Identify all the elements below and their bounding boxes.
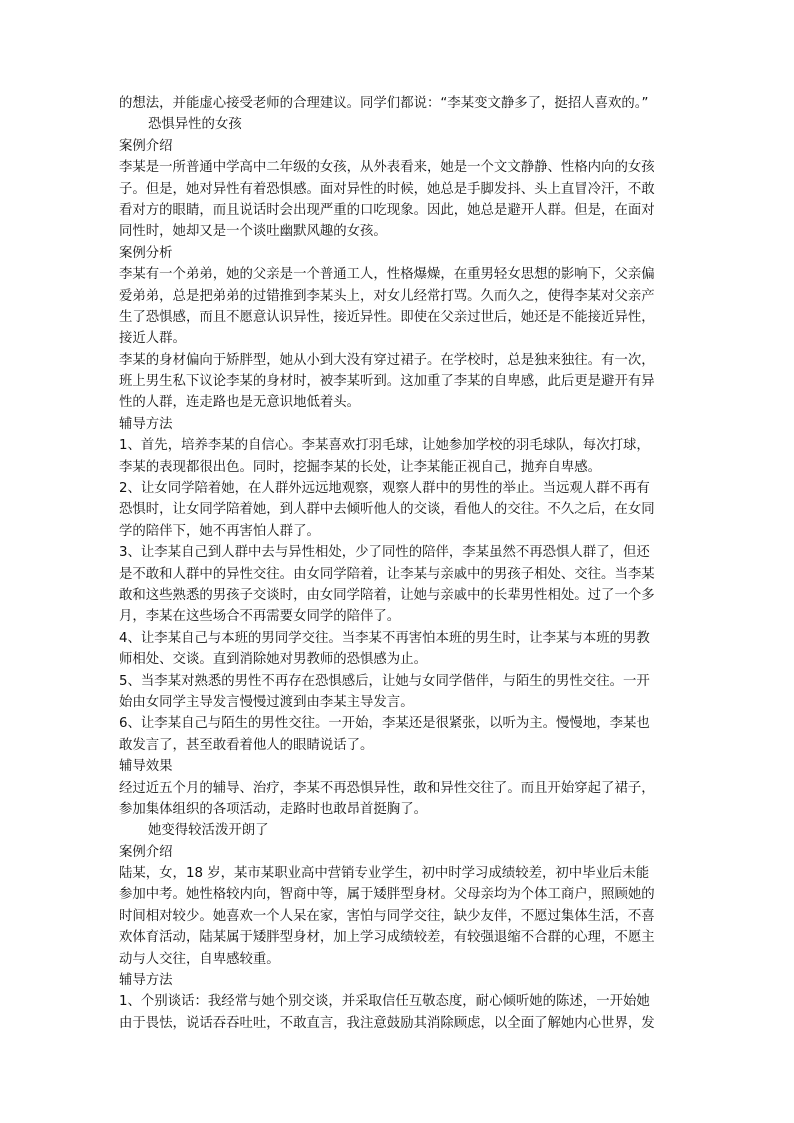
text-line: 陆某，女，18 岁，某市某职业高中营销专业学生，初中时学习成绩较差，初中毕业后未能 [119,866,650,882]
text-line: 参加中考。她性格较内向，智商中等，属于矮胖型身材。父母亲均为个体工商户，照顾她的 [119,887,655,903]
text-line: 性的人群，连走路也是无意识地低着头。 [119,395,361,411]
text-line: 时间相对较少。她喜欢一个人呆在家，害怕与同学交往，缺少友伴，不愿过集体生活，不喜 [119,908,655,924]
text-line: 敢发言了，甚至敢看着他人的眼睛说话了。 [119,737,374,753]
document-page [119,93,680,1034]
text-line: 李某有一个弟弟，她的父亲是一个普通工人，性格爆燥，在重男轻女思想的影响下，父亲偏 [119,267,655,283]
text-line: 接近人群。 [119,331,186,347]
text-line: 2、让女同学陪着她，在人群外远远地观察，观察人群中的男性的举止。当远观人群不再有 [119,481,650,497]
subsection-heading: 案例介绍 [119,138,173,154]
text-line: 恐惧时，让女同学陪着她，到人群中去倾听他人的交谈，看他人的交往。不久之后，在女同 [119,502,655,518]
text-line: 3、让李某自己到人群中去与异性相处，少了同性的陪伴，李某虽然不再恐惧人群了，但还 [119,545,650,561]
text-line: 欢体育活动，陆某属于矮胖型身材，加上学习成绩较差，有较强退缩不合群的心理，不愿主 [119,930,655,946]
text-line: 敢和这些熟悉的男孩子交谈时，由女同学陪着，让她与亲戚中的长辈男性相处。过了一个多 [119,587,655,603]
text-line: 经过近五个月的辅导、治疗，李某不再恐惧异性，敢和异性交往了。而且开始穿起了裙子， [119,780,655,796]
text-line: 同性时，她却又是一个谈吐幽默风趣的女孩。 [119,224,387,240]
subsection-heading: 案例介绍 [119,844,173,860]
subsection-heading: 辅导效果 [119,759,173,775]
text-line: 1、首先，培养李某的自信心。李某喜欢打羽毛球，让她参加学校的羽毛球队，每次打球， [119,438,650,454]
text-line: 5、当李某对熟悉的男性不再存在恐惧感后，让她与女同学偕伴，与陌生的男性交往。一开 [119,673,650,689]
text-line: 是不敢和人群中的异性交往。由女同学陪着，让李某与亲戚中的男孩子相处、交往。当李某 [119,566,655,582]
text-line: 4、让李某自己与本班的男同学交往。当李某不再害怕本班的男生时，让李某与本班的男教 [119,630,650,646]
text-line: 子。但是，她对异性有着恐惧感。面对异性的时候，她总是手脚发抖、头上直冒冷汗，不敢 [119,181,655,197]
section-title: 恐惧异性的女孩 [148,117,242,133]
text-line: 的想法，并能虚心接受老师的合理建议。同学们都说：“李某变文静多了，挺招人喜欢的。” [119,96,649,111]
text-line: 由于畏怯，说话吞吞吐吐，不敢直言，我注意鼓励其消除顾虑，以全面了解她内心世界，发 [119,1015,655,1031]
text-line: 1、个别谈话：我经常与她个别交谈，并采取信任互敬态度，耐心倾听她的陈述，一开始她 [119,994,650,1010]
text-line: 学的陪伴下，她不再害怕人群了。 [119,523,320,539]
text-line: 李某的表现都很出色。同时，挖掘李某的长处，让李某能正视自己，抛弃自卑感。 [119,459,602,475]
text-line: 生了恐惧感，而且不愿意认识异性，接近异性。即使在父亲过世后，她还是不能接近异性， [119,309,655,325]
subsection-heading: 案例分析 [119,245,173,261]
text-line: 看对方的眼睛，而且说话时会出现严重的口吃现象。因此，她总是避开人群。但是，在面对 [119,202,655,218]
text-line: 李某的身材偏向于矫胖型，她从小到大没有穿过裙子。在学校时，总是独来独往。有一次， [119,352,655,368]
text-line: 李某是一所普通中学高中二年级的女孩，从外表看来，她是一个文文静静、性格内向的女孩 [119,160,655,176]
text-line: 月，李某在这些场合不再需要女同学的陪伴了。 [119,609,401,625]
text-line: 爱弟弟，总是把弟弟的过错推到李某头上，对女儿经常打骂。久而久之，使得李某对父亲产 [119,288,655,304]
section-title: 她变得较活泼开朗了 [148,823,269,839]
subsection-heading: 辅导方法 [119,973,173,989]
text-line: 班上男生私下议论李某的身材时，被李某听到。这加重了李某的自卑感，此后更是避开有异 [119,374,655,390]
subsection-heading: 辅导方法 [119,416,173,432]
text-line: 6、让李某自己与陌生的男性交往。一开始，李某还是很紧张，以听为主。慢慢地，李某也 [119,716,650,732]
text-line: 动与人交往，自卑感较重。 [119,951,280,967]
text-line: 师相处、交谈。直到消除她对男教师的恐惧感为止。 [119,652,427,668]
text-line: 参加集体组织的各项活动，走路时也敢昂首挺胸了。 [119,801,427,817]
text-line: 始由女同学主导发言慢慢过渡到由李某主导发言。 [119,694,414,710]
